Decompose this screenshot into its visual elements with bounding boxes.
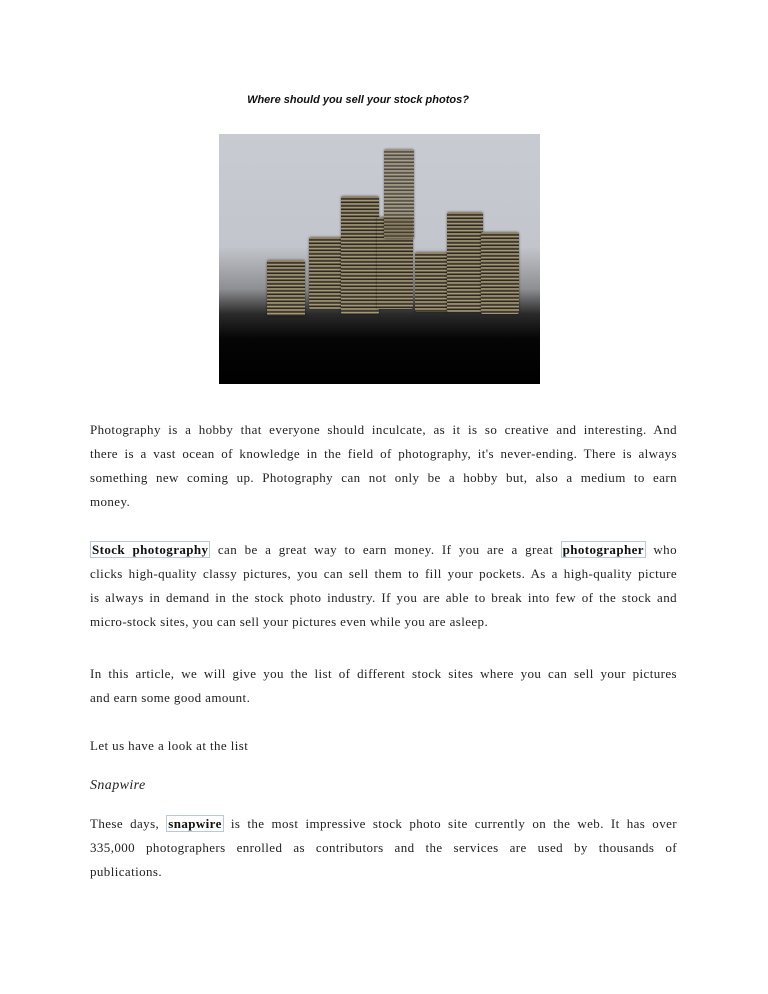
text-line xyxy=(90,538,677,562)
text: can be a great way to earn money. If you are a great xyxy=(210,542,561,557)
document-title: Where should you sell your stock photos? xyxy=(247,94,469,106)
photographer-link[interactable]: photographer xyxy=(562,542,644,557)
text-line: clicks high-quality classy pictures, you can sell them to fill your pockets. As a high-quality picture xyxy=(90,566,677,581)
snapwire-link[interactable]: snapwire xyxy=(168,816,222,831)
text-line: is always in demand in the stock photo industry. If you are able to break into few of the stock and xyxy=(90,590,677,605)
coin-stacks-image xyxy=(219,134,540,384)
text-line: money. xyxy=(90,494,131,509)
heading-text: Snapwire xyxy=(90,778,146,793)
text-line: there is a vast ocean of knowledge in the field of photography, it's never-ending. There is always xyxy=(90,446,677,461)
text-line: In this article, we will give you the list of different stock sites where you can sell your pictures xyxy=(90,666,677,681)
text: who xyxy=(645,542,677,557)
text: These days, xyxy=(90,816,167,831)
text-line: micro-stock sites, you can sell your pictures even while you are asleep. xyxy=(90,614,489,629)
text-line: and earn some good amount. xyxy=(90,690,251,705)
text-line: Let us have a look at the list xyxy=(90,738,249,753)
stock-photography-link[interactable]: Stock photography xyxy=(92,542,209,557)
article-intro-paragraph xyxy=(90,662,677,710)
text-line: 335,000 photographers enrolled as contributors and the services are used by thousands of xyxy=(90,840,677,855)
intro-paragraph xyxy=(90,418,677,514)
list-intro xyxy=(90,734,677,758)
text: is the most impressive stock photo site currently on the web. It has over xyxy=(223,816,677,831)
text-line: something new coming up. Photography can not only be a hobby but, also a medium to earn xyxy=(90,470,677,485)
snapwire-heading xyxy=(90,774,677,798)
snapwire-paragraph xyxy=(90,812,677,884)
stock-photography-paragraph xyxy=(90,538,677,634)
text-line: publications. xyxy=(90,864,162,879)
text-line: Photography is a hobby that everyone should inculcate, as it is so creative and interesting. And xyxy=(90,422,677,437)
text-line xyxy=(90,812,677,836)
